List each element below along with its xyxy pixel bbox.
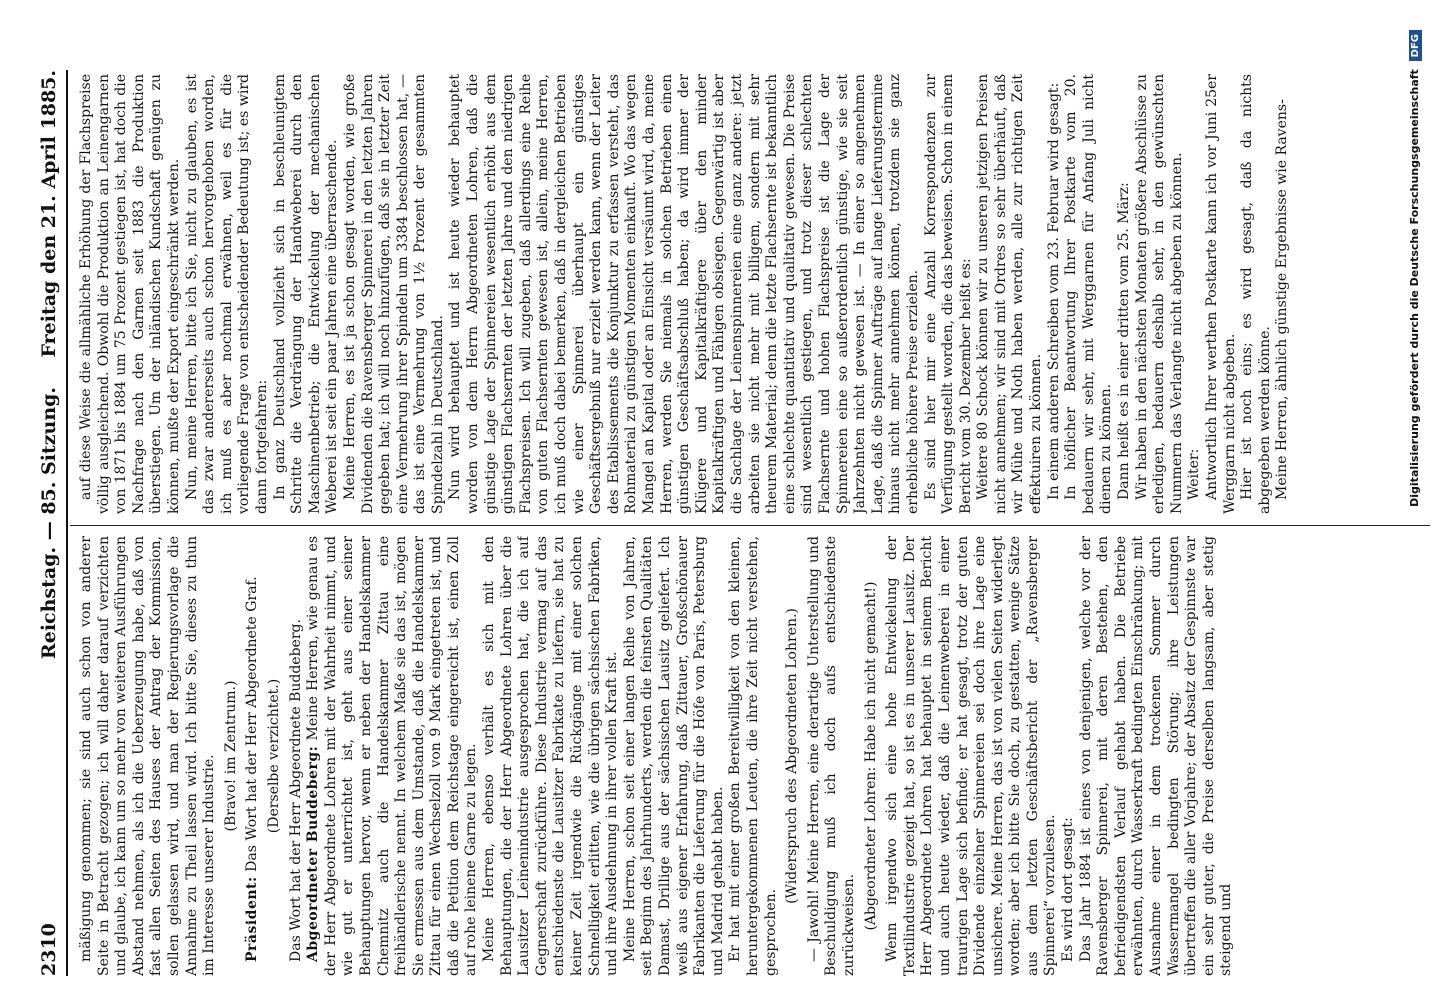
stage-direction: (Bravo! im Zentrum.) bbox=[222, 680, 239, 832]
body-paragraph: Dann heißt es in einer dritten vom 25. März: bbox=[1116, 182, 1133, 500]
body-paragraph: Wenn irgendwo sich eine hohe Entwickelung der Textilindustrie gezeigt hat, so ist es in unserer Lausitz. Der Herr Abgeordnete Lohren hat behauptet in seinem Bericht und auch heute wieder, daß die Leinenweberei in einer traurigen Lage sich befinde; er hat gesagt, trotz der guten Dividende einzelner Spinnereien sei doch ihre Lage eine unsichere. Meine Herren, das ist von vielen Seiten widerlegt worden; aber ich bitte Sie doch, zu gestatten, wenige Sätze aus dem letzten Geschäftsbericht der „Ravensberger Spinnerei“ vorzulesen. bbox=[884, 536, 1059, 976]
body-paragraph: Weiter: bbox=[1186, 448, 1203, 500]
speech-paragraph bbox=[244, 536, 262, 976]
quoted-passage: Weitere 80 Schock können wir zu unseren jetzigen Preisen nicht annehmen; wir sind mit Ordres so sehr überhäuft, daß wir Mühe und Noth haben werden, alle zur richtigen Zeit effektuiren zu können. bbox=[975, 74, 1045, 514]
quoted-passage: Antwortlich Ihrer werthen Postkarte kann ich vor Juni 25er Werggarn nicht abgeben. bbox=[1204, 74, 1238, 514]
body-paragraph: mäßigung genommen; sie sind auch schon von anderer Seite in Betracht gezogen; ich will daher darauf verzichten und glaube, ich kann um so mehr von weiteren Ausführungen Abstand nehmen, als ich die Ueberzeugung habe, daß von fast allen Seiten des Hauses der Antrag der Kommission, sollen gelassen wird, und man der Regierungsvorlage die Annahme zu Theil lassen wird. Ich bitte Sie, dieses zu thun im Interesse unserer Industrie. bbox=[78, 536, 218, 976]
body-paragraph: Es wird dort gesagt: bbox=[1060, 817, 1077, 962]
body-paragraph: Das Wort hat der Herr Abgeordnete Buddeberg. bbox=[287, 619, 304, 962]
credit-text: Digitalisierung gefördert durch die Deutsche Forschungsgemeinschaft bbox=[1408, 69, 1421, 507]
dfg-logo: DFG bbox=[1409, 30, 1422, 61]
quoted-passage: In ganz Deutschland vollzieht sich in beschleunigtem Schritte die Verdrängung der Handweberei durch den Maschinenbetrieb; die Entwickelung der mechanischen Weberei ist seit ein paar Jahren eine überraschende. bbox=[271, 74, 341, 514]
stage-direction: (Abgeordneter Lohren: Habe ich nicht gemacht!) bbox=[862, 581, 879, 931]
left-column bbox=[78, 536, 1428, 976]
speech-text: Das Wort hat der Herr Abgeordnete Graf. bbox=[244, 576, 261, 872]
body-paragraph: In einem anderen Schreiben vom 23. Februar wird gesagt: bbox=[1045, 82, 1062, 500]
body-paragraph: Hier ist noch eins; es wird gesagt, daß da nichts abgegeben werden könne. bbox=[1239, 74, 1273, 514]
quoted-passage: Das Jahr 1884 ist eines von denjenigen, welche vor der Ravensberger Spinnerei, mit deren Bestehen, den befriedigendsten Verlauf gehabt haben. Die Betriebe erwähnten, durch Wasserkraft bedingten Einschränkung; mit Ausnahme einer in dem trockenen Sommer durch Wassermangel bedingten Störung; ihre Leistungen übertreffen die aller Vorjahre; der Absatz der Gespinnste war ein sehr guter, die Preise derselben langsam, aber stetig steigend und bbox=[1077, 536, 1235, 976]
quoted-passage: Wir haben in den nächsten Monaten größere Abschlüsse zu erledigen, bedauern deshalb sehr, in den gewünschten Nummern das Verlangte nicht abgeben zu können. bbox=[1133, 74, 1185, 514]
body-paragraph: Es sind hier mir eine Anzahl Korrespondenzen zur Verfügung gestellt worden, die das beweisen. Schon in einem Bericht vom 30. Dezember heißt es: bbox=[922, 74, 974, 514]
page-number: 2310 bbox=[38, 923, 60, 976]
body-paragraph: Meine Herren, schon seit einer langen Reihe von Jahren, seit Beginn des Jahrhunderts, werden die feinsten Qualitäten Damast, Drillige aus der sächsischen Lausitz geliefert. Ich weiß aus eigener Erfahrung, daß Zittauer, Großschönauer Fabrikanten die Lieferung für die Höfe von Paris, Petersburg und Madrid gehabt haben. bbox=[621, 536, 726, 976]
body-paragraph: Nun wird behauptet und ist heute wieder behauptet worden von dem Herrn Abgeordneten Lohren, daß die günstige Lage der Spinnereien wesentlich erhöht aus dem günstigen Flachsernten der letzten Jahre und den niedrigen Flachspreisen. Ich will zugeben, daß allerdings eine Reihe von guten Flachsernten gewesen ist, allein, meine Herren, ich muß doch dabei bemerken, daß in dergleichen Betrieben wie einer Spinnerei überhaupt ein günstiges Geschäftsergebniß nur erzielt werden kann, wenn der Leiter des Etablissements die Konjunktur zu erfassen versteht, das Rohmaterial zu günstigen Momenten einkauft. Wo das wegen Mangel an Kapital oder an Einsicht versäumt wird, da, meine Herren, werden Sie niemals in solchen Betrieben einen günstigen Geschäftsabschluß haben; da wird immer der Klügere und Kapitalkräftigere über den minder Kapitalkräftigen und Fähigen obsiegen. Gegenwärtig ist aber die Sachlage der Leinenspinnereien eine ganz andere: jetzt arbeiten sie nicht mehr mit billigem, sondern mit sehr theurem Material; denn die letzte Flachsernte ist bekanntlich eine schlechte quantitativ und qualitativ gewesen. Die Preise sind wesentlich gestiegen, und trotz dieser schlechten Flachsernte und hohen Flachspreise ist die Lage der Spinnereien eine so außerordentlich günstige, wie sie seit Jahrzehnten nicht gewesen ist. — In einer so angenehmen Lage, daß die Spinner Aufträge auf lange Lieferungstermine hinaus nicht mehr annehmen können, trotzdem sie ganz erhebliche höhere Preise erzielen. bbox=[447, 74, 921, 514]
speech-text: Meine Herren, wie genau es der Herr Abgeordnete Lohren mit der Wahrheit nimmt, und wie gut er unterrichtet ist, geht aus einer seiner Behauptungen hervor, wenn er neben der Handelskammer Chemnitz auch die Handelskammer Zittau eine freihändlerische nennt. In welchem Maße sie das ist, mögen Sie ermessen aus dem Umstande, daß die Handelskammer Zittau für einen Wechselzoll von 9 Mark eingetreten ist, und daß die Petition dem Reichstage eingereicht ist, einen Zoll auf rohe leinene Garne zu legen. bbox=[305, 536, 480, 976]
body-paragraph: Meine Herren, es ist ja schon gesagt worden, wie große Dividenden die Ravensberger Spinnerei in den letzten Jahren gegeben hat; ich will noch hinzufügen, daß sie in letzter Zeit eine Vermehrung ihrer Spindeln um 3384 beschlossen hat, — das ist eine Vermehrung von 1½ Prozent der gesammten Spindelzahl in Deutschland. bbox=[341, 74, 446, 514]
body-paragraph: auf diese Weise die allmähliche Erhöhung der Flachspreise völlig ausgleichend. Obwohl die Produktion an Leinengarnen von 1871 bis 1884 um 75 Prozent gestiegen ist, hat doch die Nachfrage nach den Garnen seit 1883 die Produktion überstiegen. Um der inländischen Kundschaft genügen zu können, mußte der Export eingeschränkt werden. bbox=[78, 74, 182, 514]
body-paragraph: Er hat mit einer großen Bereitwilligkeit von den kleinen, heruntergekommenen Leuten, die ihre Zeit nicht verstehen, gesprochen. bbox=[727, 536, 779, 976]
page-header bbox=[20, 70, 70, 976]
digitization-credit bbox=[1408, 0, 1432, 1000]
speaker-name: Präsident: bbox=[244, 876, 261, 962]
header-rule bbox=[66, 70, 68, 976]
speaker-name: Abgeordneter Buddeberg: bbox=[305, 745, 322, 962]
stage-direction: (Derselbe verzichtet.) bbox=[265, 678, 282, 834]
body-paragraph: Meine Herren, ebenso verhält es sich mit den Behauptungen, die der Herr Abgeordnete Lohren über die Lausitzer Leinenindustrie ausgesprochen hat, die ich auf Gegnerschaft zurückführe. Diese Industrie vermag auf das entschiedenste die Lausitzer Fabrikate zu liefern, sie hat zu keiner Zeit irgendwie die Rückgänge mit einer solchen Schnelligkeit erlitten, wie die übrigen sächsischen Fabriken, und ihre Ausdehnung in ihrer vollen Kraft ist. bbox=[481, 536, 621, 976]
body-paragraph: Nun, meine Herren, bitte ich Sie, nicht zu glauben, es ist das zwar andererseits auch schon hervorgehoben worden, ich muß es aber nochmal erwähnen, weil es für die vorliegende Frage von entscheidender Bedeutung ist; es wird dann fortgefahren: bbox=[183, 74, 270, 514]
speech-paragraph bbox=[305, 536, 481, 976]
column-divider bbox=[70, 525, 1430, 526]
body-paragraph: — Jawohl! Meine Herren, eine derartige Unterstellung und Beschuldigung muß ich doch aufs entschiedenste zurückweisen. bbox=[805, 536, 857, 976]
right-column bbox=[78, 74, 1428, 514]
running-title: Reichstag. — 85. Sitzung. bbox=[38, 386, 60, 660]
quoted-passage: In höflicher Beantwortung Ihrer Postkarte vom 20. bedauern wir sehr, mit Werggarnen für Anfang Juli nicht dienen zu können. bbox=[1063, 74, 1115, 514]
stage-direction: (Widerspruch des Abgeordneten Lohren.) bbox=[784, 608, 801, 904]
body-paragraph: Meine Herren, ähnlich günstige Ergebnisse wie Ravens- bbox=[1274, 99, 1291, 500]
session-date: Freitag den 21. April 1885. bbox=[38, 70, 60, 358]
